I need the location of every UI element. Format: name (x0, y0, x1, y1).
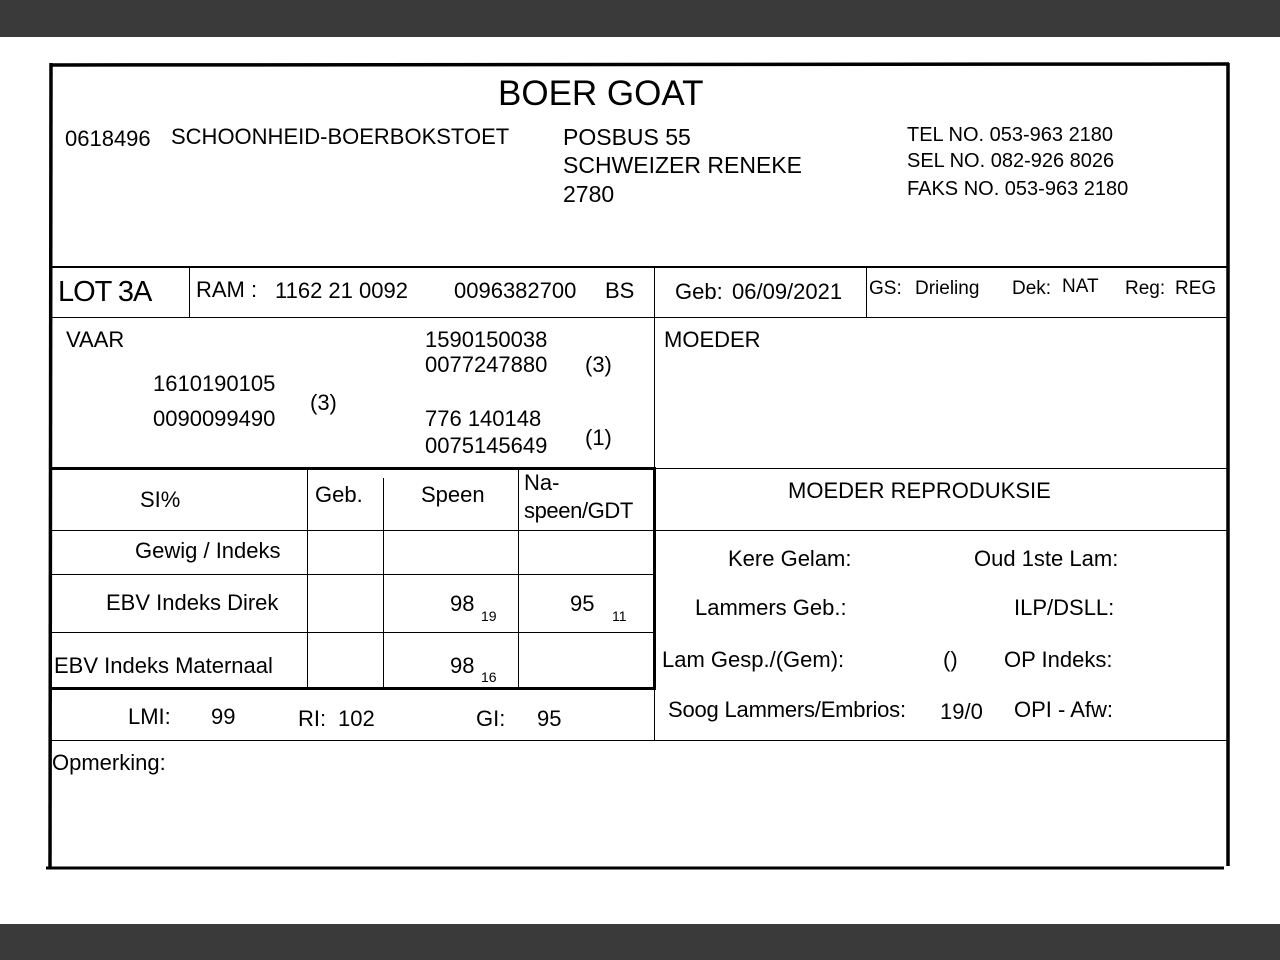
header-naspeen-line1: Na- (524, 470, 560, 495)
dek-label: Dek: (1012, 278, 1052, 299)
reproduction-title: MOEDER REPRODUKSIE (788, 478, 1051, 503)
header-geb: Geb. (315, 482, 363, 507)
breeder-number: 0618496 (65, 126, 151, 151)
direk-naspeen-subscript: 11 (612, 608, 627, 624)
breeder-address-line3: 2780 (563, 181, 615, 207)
lammers-geb-label: Lammers Geb.: (695, 595, 847, 620)
row-maternaal-label: EBV Indeks Maternaal (54, 653, 273, 678)
vaar-label: VAAR (66, 327, 125, 352)
gs-label: GS: (869, 278, 902, 299)
grandsire-count: (3) (585, 352, 612, 377)
maternaal-speen-subscript: 16 (481, 669, 497, 685)
row-gewig-label: Gewig / Indeks (135, 538, 281, 563)
direk-speen-subscript: 19 (481, 608, 497, 624)
op-indeks-label: OP Indeks: (1004, 647, 1113, 672)
breeder-faks: FAKS NO. 053-963 2180 (907, 178, 1129, 200)
breeder-name: SCHOONHEID-BOERBOKSTOET (171, 124, 510, 149)
soog-value: 19/0 (940, 699, 983, 724)
rule-perf-col1 (307, 469, 308, 688)
lmi-label: LMI: (128, 704, 171, 729)
ri-label: RI: (298, 706, 327, 731)
ilp-dsll-label: ILP/DSLL: (1014, 595, 1115, 620)
granddam-reg: 0075145649 (425, 433, 548, 458)
rule-perf-bottom (51, 687, 654, 690)
maternaal-speen-value: 98 (450, 653, 475, 678)
grandsire-id: 1590150038 (425, 327, 548, 352)
breeder-tel: TEL NO. 053-963 2180 (907, 124, 1114, 146)
lmi-value: 99 (211, 704, 236, 729)
birth-date: 06/09/2021 (732, 279, 843, 304)
direk-speen-value: 98 (450, 591, 475, 616)
kere-gelam-label: Kere Gelam: (728, 546, 852, 571)
ram-id: 1162 21 0092 (275, 278, 408, 303)
breeder-address-line2: SCHWEIZER RENEKE (563, 152, 802, 178)
gi-label: GI: (476, 706, 506, 731)
sire-reg: 0090099490 (153, 406, 276, 431)
oud-1ste-lam-label: Oud 1ste Lam: (974, 546, 1119, 571)
ram-label: RAM : (196, 277, 258, 302)
sire-count: (3) (310, 390, 337, 415)
rule-perf-col3 (518, 469, 519, 688)
rule-lot-divider (189, 267, 190, 318)
header-speen: Speen (421, 482, 485, 507)
opi-afw-label: OPI - Afw: (1014, 697, 1114, 722)
granddam-count: (1) (585, 425, 612, 450)
breeder-sel: SEL NO. 082-926 8026 (907, 150, 1115, 172)
gs-value: Drieling (915, 278, 980, 299)
lam-gesp-value: () (943, 647, 958, 672)
rule-perf-thick-right (653, 467, 656, 690)
rule-pedigree-bottom (51, 467, 654, 470)
ri-value: 102 (338, 706, 375, 731)
rule-moeder-bottom (654, 468, 1228, 469)
dek-value: NAT (1062, 276, 1099, 297)
rule-perf-col2 (383, 478, 384, 688)
rule-header-bottom (51, 266, 1228, 268)
direk-naspeen-value: 95 (570, 591, 595, 616)
reg-label: Reg: (1125, 278, 1166, 299)
granddam-id: 776 140148 (425, 406, 542, 431)
rule-geb-divider (866, 267, 867, 318)
moeder-label: MOEDER (664, 327, 761, 352)
breeder-address-line1: POSBUS 55 (563, 124, 691, 150)
ram-reg-number: 0096382700 (454, 278, 577, 303)
sire-id: 1610190105 (153, 371, 276, 396)
lam-gesp-label: Lam Gesp./(Gem): (662, 647, 845, 672)
remarks-label: Opmerking: (52, 750, 166, 775)
rule-perf-row2 (51, 632, 654, 633)
grandsire-reg: 0077247880 (425, 352, 548, 377)
row-direk-label: EBV Indeks Direk (106, 590, 279, 615)
card-title: BOER GOAT (498, 74, 704, 113)
reg-value: REG (1175, 278, 1217, 299)
birth-label: Geb: (675, 279, 723, 304)
ram-code: BS (605, 278, 635, 303)
header-naspeen-line2: speen/GDT (524, 498, 633, 523)
header-si: SI% (140, 487, 181, 512)
lot-number: LOT 3A (58, 276, 152, 308)
rule-perf-header (51, 530, 1228, 531)
rule-indices-bottom (51, 740, 1228, 741)
rule-lot-row-bottom (51, 317, 1228, 318)
gi-value: 95 (537, 706, 562, 731)
rule-perf-row1 (51, 574, 654, 575)
soog-label: Soog Lammers/Embrios: (668, 697, 906, 722)
